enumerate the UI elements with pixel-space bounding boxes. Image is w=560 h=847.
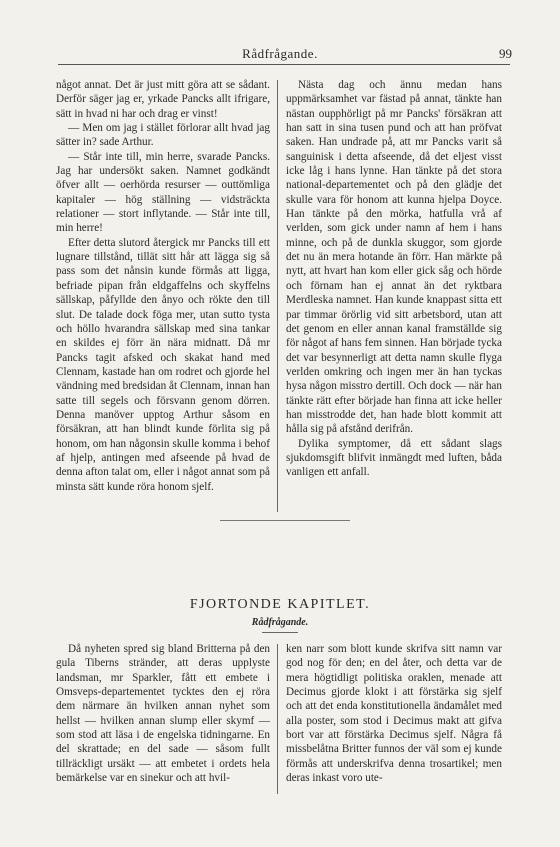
section-end-rule [220,520,350,521]
paragraph: — Men om jag i stället förlorar allt hvad jag sätter in? sade Arthur. [56,122,270,149]
chapter-heading: FJORTONDE KAPITLET. [189,597,371,612]
lower-left-column [56,642,270,785]
paragraph: Dylika symptomer, då ett sådant slags sjukdomsgift blifvit inmängdt med luften, båda vanligen ett anfall. [286,437,502,479]
running-head [0,46,560,66]
paragraph: Nästa dag och ännu medan hans uppmärksamhet var fästad på annat, tänkte han nästan oupphörligt på mr Pancks' försäkran att han satt in sina tusen pund och att han pröfvat saken. Han undrade på, att mr Pancks varit så sanguinisk i detta afseende, då det eljest visst icke låg i hans lynne. Han tänkte på det stora national-departementet och på den glädje det skulle vara för honom att kunna hjelpa Doyce. Han tänkte på den mörka, hatfulla vrå af verlden, som gick under namn af hem i hans minne, och på de dunkla skuggor, som gjorde det nu än mera hotande än förr. Han märkte på nytt, att hvart han kom eller gick såg och hörde och förnam han ej annat än det ryktbara Merdleska namnet. Han kunde knappast sitta ett par timmar örörlig vid sitt arbetsbord, utan att det genom en eller annan kanal framställde sig för något af hans fem sinnen. Han började tycka det var besynnerligt att detta namn skulle flyga verlden omkring och ingen mer än han tyckas hysa någon misstro dertill. Och dock — när han tänkte rätt efter började han finna att icke heller han misstrodde det, han hade blott kommit att hålla sig på afstånd derifrån. [286,79,502,436]
lower-right-column [286,642,502,785]
running-title: Rådfrågande. [242,46,318,61]
page-number: 99 [499,46,512,61]
chapter-ornament-rule [262,632,298,633]
paragraph: ken narr som blott kunde skrifva sitt namn var god nog för den; en del åter, och detta var de mera högtidligt politiska oraklen, menade att Decimus gjorde klokt i att förstärka sig sjelf och att det enda konstitutionella ändamålet med alla poster, som stod i Decimus makt att gifva bort var att förstärka Decimus sjelf. Några få missbelåtna Britter funnos der väl som ej kunde förmås att underskrifva denna trosartikel; men deras inkast voro ute- [286,643,502,785]
paragraph: något annat. Det är just mitt göra att se sådant. Derför säger jag er, yrkade Pancks allt ifrigare, sätt in hvad ni har och drag er vinst! [56,79,270,120]
column-divider [277,80,278,512]
paragraph: — Står inte till, min herre, svarade Pancks. Jag har undersökt saken. Namnet godkändt öfver allt — oerhörda resurser — outtömliga kapitaler — hög ställning — vidsträckta relationer — stort inflytande. — Står inte till, min herre! [56,150,270,235]
column-divider [277,644,278,794]
upper-left-column [56,78,270,494]
chapter-subtitle: Rådfrågande. [251,617,309,628]
paragraph: Då nyheten spred sig bland Britterna på den gula Tiberns stränder, att deras upplyste landsman, mr Sparkler, fått ett embete i Omsveps-departementet tycktes den ej röra dem närmare än hvilken annan nyhet som hellst — hvilken annan slump eller skymf — som stod att läsa i de engelska tidningarne. En del skrattade; en del sade — såsom fullt tillräckligt ursäkt — att embetet i ordets hela bemärkelse var en sinekur och att hvil- [56,643,270,785]
header-rule [58,64,510,65]
paragraph: Efter detta slutord återgick mr Pancks till ett lugnare tillstånd, tillät sitt hår att lägga sig så pass som det nånsin kunde förmås att ligga, befriade pipan från eldgaffelns och skyffelns sällskap, påfyllde den ånyo och rökte den till slut. De talade dock föga mer, utan sutto tysta och höllo hvarandra sällskap med sina tankar en skildes ej förr än nära midnatt. Då mr Pancks tagit afsked och skakat hand med Clennam, kastade han om rodret och gjorde hel vändning med bredsidan åt Clennam, innan han satte till segels och försvann genom dörren. Denna manöver upptog Arthur såsom en försäkran, att han blindt kunde förlita sig på honom, om han någonsin skulle komma i behof af hjelp, antingen med afseende på hvad de denna afton talat om, eller i något annat som på minsta sätt kunde röra honom sjelf. [56,236,270,493]
upper-right-column [286,78,502,480]
